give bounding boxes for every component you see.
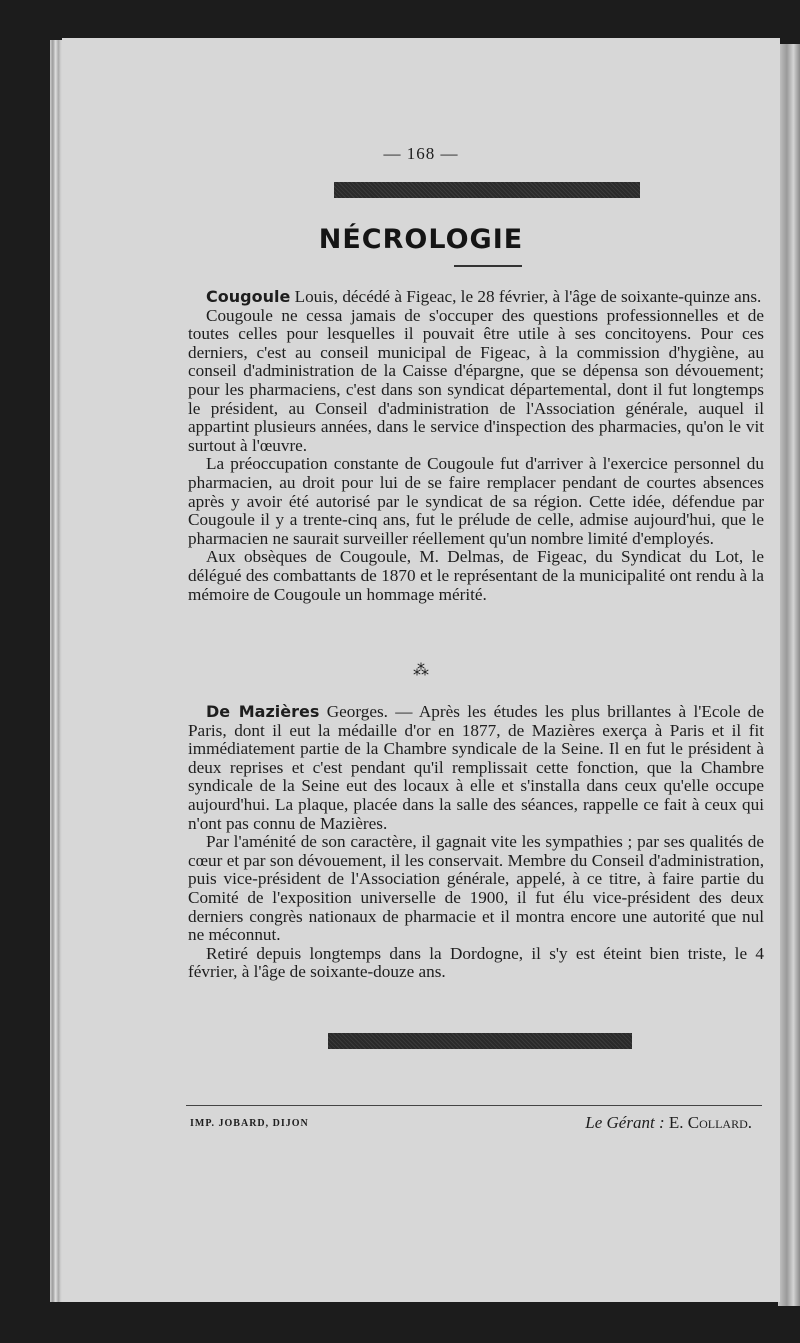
manager-signature [585,1113,752,1133]
obituary-paragraph: Cougoule ne cessa jamais de s'occuper des questions professionnelles et de toutes celles pour lesquelles il pouvait être utile à ses concitoyens. Pour ces derniers, c'est au conseil municipal de Figeac, à la commission d'hygiène, au conseil d'administration de la Caisse d'épargne, que se dépensa son dévouement; pour les pharmaciens, c'est dans son syndicat départemental, dont il fut longtemps le président, au Conseil d'administration de l'Association générale, auquel il appartint plusieurs années, dans le service d'inspection des pharmacies, qu'on le vit surtout à l'œuvre. [188,305,764,455]
obituary-name: De Mazières [206,702,320,721]
manager-label: Le Gérant : [585,1113,665,1132]
obituary-lead-text: Georges. — Après les études les plus brillantes à l'Ecole de Paris, dont il eut la médaille d'or en 1877, de Mazières exerça à Paris et il fit immédiatement partie de la Chambre syndicale de la Seine. Il en fut le président à deux reprises et c'est pendant qu'il remplissait cette fonction, que la Chambre syndicale de la Seine eut des locaux à elle et s'installa dans ceux qu'elle occupe aujourd'hui. La plaque, placée dans la salle des séances, rappelle ce fait à ceux qui n'ont pas connu de Mazières. [188,702,765,833]
document-page [62,38,780,1302]
obituary-paragraph: Par l'aménité de son caractère, il gagnait vite les sympathies ; par ses qualités de cœur et par son dévouement, il les conservait. Membre du Conseil d'administration, puis vice-président de l'Association générale, appelé, à ce titre, à faire partie du Comité de l'exposition universelle de 1900, il fut élu vice-président des deux derniers congrès nationaux de pharmacie et il montra encore une autorité que nul ne méconnut. [188,832,764,945]
decorative-bar-bottom [328,1033,632,1049]
decorative-bar-top [334,182,640,198]
obituary-paragraph [188,703,764,833]
printer-imprint: IMP. JOBARD, DIJON [190,1118,309,1129]
obituary-paragraph [188,288,764,307]
binding-edge [778,44,800,1306]
obituary-paragraph: Retiré depuis longtemps dans la Dordogne, il s'y est éteint bien triste, le 4 février, à l'âge de soixante-douze ans. [188,943,764,982]
asterism-separator: ⁂ [413,662,429,679]
obituary-de-mazieres [188,703,764,982]
manager-name: E. Collard. [668,1113,752,1132]
page-title: NÉCROLOGIE [318,224,524,255]
obituary-lead-text: Louis, décédé à Figeac, le 28 février, à l'âge de soixante-quinze ans. [294,287,762,306]
title-underline [454,265,522,267]
obituary-name: Cougoule [206,287,291,306]
footer-rule [186,1105,762,1106]
page-number: — 168 — [383,144,459,163]
obituary-paragraph: La préoccupation constante de Cougoule fut d'arriver à l'exercice personnel du pharmacien, au droit pour lui de se faire remplacer pendant de courtes absences après y avoir été autorisé par le syndicat de sa région. Cette idée, défendue par Cougoule il y a trente-cinq ans, fut le prélude de celle, admise aujourd'hui, que le pharmacien ne saurait surveiller réellement qu'un nombre limité d'employés. [188,454,764,548]
obituary-paragraph: Aux obsèques de Cougoule, M. Delmas, de Figeac, du Syndicat du Lot, le délégué des combattants de 1870 et le représentant de la municipalité ont rendu à la mémoire de Cougoule un hommage mérité. [188,547,764,604]
obituary-cougoule [188,288,764,604]
